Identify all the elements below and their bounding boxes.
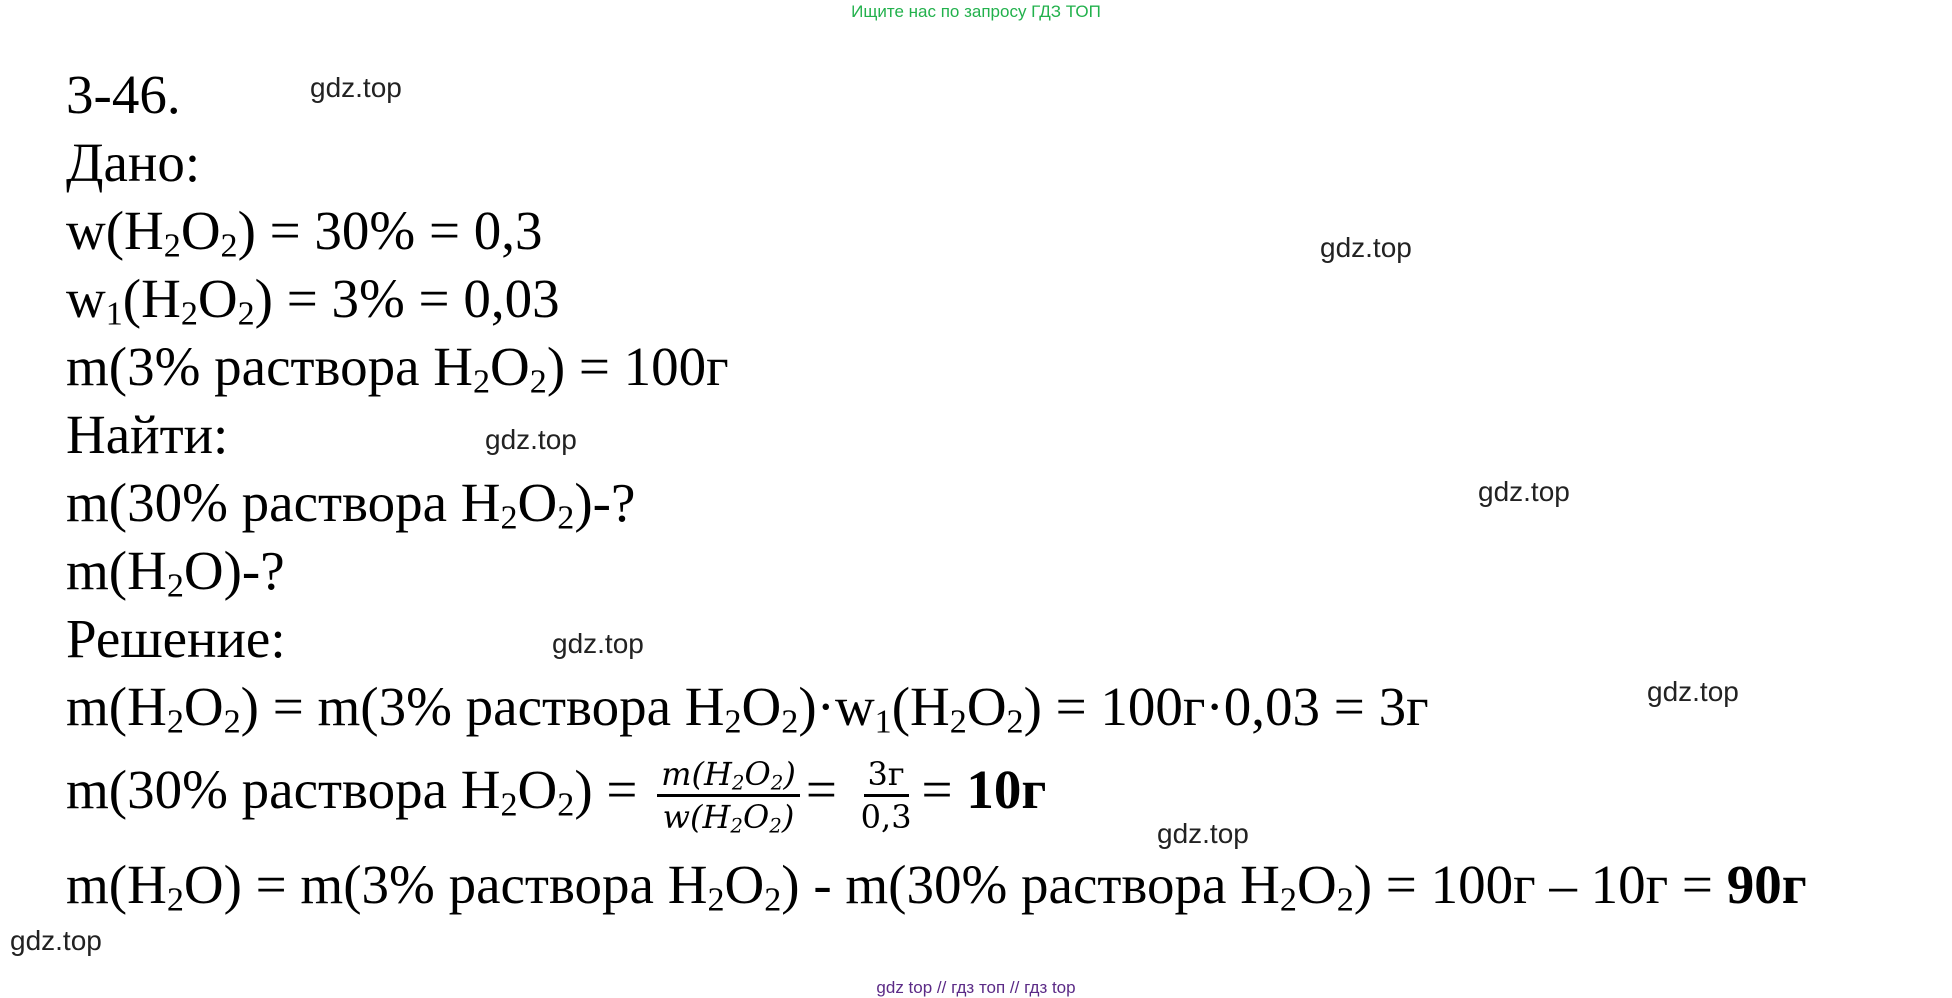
- find-line-2: $m(H_2O)-$?: [66, 540, 285, 605]
- watermark: gdz.top: [1478, 476, 1570, 507]
- find-line-1: m(30% раствора $H_2O_2)-$?: [66, 472, 636, 537]
- fraction-numeric: $\frac{3г}{0,3}$: [860, 754, 912, 836]
- solution-line-2: m(30% раствора $H_2O_2$) = $\frac{m(H_2O_2)}{w(H_2O_2)}$ = $\frac{3г}{0,3}$ = 10г: [66, 754, 1047, 838]
- watermark: gdz.top: [310, 72, 402, 103]
- find-label: Найти:: [66, 404, 229, 465]
- watermark: gdz.top: [552, 628, 644, 659]
- solution-line-3: $m(H_2O) = m(3\%$ раствора $H_2O_2) - m(30\%$ раствора $H_2O_2) = 100г - 10г = 90г$: [66, 854, 1807, 919]
- given-line-1: $w(H_2O_2) = 30\% = 0,3$: [66, 200, 543, 265]
- watermark: gdz.top: [10, 925, 102, 956]
- watermark: gdz.top: [1320, 232, 1412, 263]
- problem-number: 3-46.: [66, 64, 181, 125]
- solution-line-1: $m(H_2O_2) = m(3\%$ раствора $H_2O_2)\cdot w_1(H_2O_2) = 100г\cdot 0,03 = 3г$: [66, 676, 1429, 741]
- watermark: gdz.top: [1647, 676, 1739, 707]
- footer-note: gdz top // гдз топ // гдз top: [876, 978, 1076, 997]
- solution-label: Решение:: [66, 608, 286, 669]
- watermark: gdz.top: [1157, 818, 1249, 849]
- given-label: Дано:: [66, 132, 201, 193]
- fraction-mass-over-fraction: $\frac{m(H_2O_2)}{w(H_2O_2)}$: [657, 754, 800, 837]
- result-90g: 90г: [1726, 854, 1807, 915]
- header-note: Ищите нас по запросу ГДЗ ТОП: [851, 2, 1101, 21]
- watermark: gdz.top: [485, 424, 577, 455]
- result-10g: 10г: [966, 759, 1047, 820]
- given-line-2: $w_1(H_2O_2) = 3\% = 0,03$: [66, 268, 560, 333]
- given-line-3: m(3% раствора $H_2O_2) = 100г$: [66, 336, 729, 401]
